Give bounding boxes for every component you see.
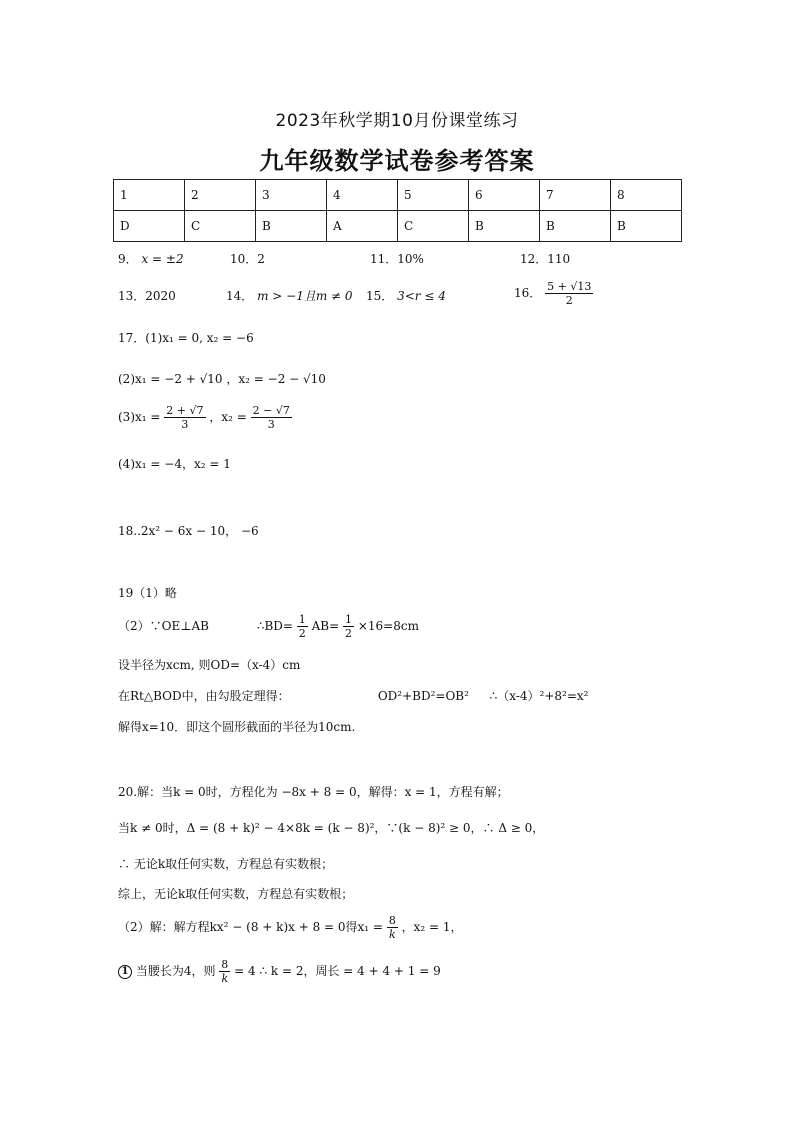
q20-line3: ∴ 无论k取任何实数，方程总有实数根； — [118, 857, 334, 871]
q17-part2 — [118, 371, 326, 387]
q19-result: ×16=8cm — [357, 619, 419, 633]
q19-line4 — [118, 688, 588, 704]
answer-label: 15． — [366, 289, 394, 303]
answer-10: 10．2 — [230, 252, 265, 266]
fraction — [297, 613, 308, 640]
q19-given: （2）∵OE⊥AB — [118, 619, 210, 633]
q19-equation: ∴（x-4）²+8²=x² — [489, 689, 589, 703]
q17-part2-root1: (2)x₁ = −2 + √10 — [118, 372, 223, 386]
table-cell: 3 — [256, 180, 327, 211]
q20-line2: 当k ≠ 0时，Δ = (8 + k)² − 4×8k = (k − 8)²，∵(k − 8)² ≥ 0，∴ Δ ≥ 0， — [118, 821, 545, 835]
q20-line5 — [118, 914, 463, 941]
answer-15 — [366, 288, 446, 304]
table-cell: C — [398, 211, 469, 242]
numerator: 1 — [345, 613, 352, 626]
denominator: 2 — [298, 627, 306, 640]
table-cell: 2 — [185, 180, 256, 211]
table-row-numbers — [114, 180, 682, 211]
answer-label: 14． — [226, 289, 254, 303]
q20-case1-result: = 4 ∴ k = 2，周长 = 4 + 4 + 1 = 9 — [234, 964, 441, 978]
q19-pythagoras-eq: OD²+BD²=OB² — [377, 689, 469, 703]
q19-therefore: ∴BD= — [256, 619, 293, 633]
answer-11: 11．10% — [370, 252, 424, 266]
fraction — [343, 613, 354, 640]
table-cell: 6 — [469, 180, 540, 211]
answer-12: 12．110 — [520, 252, 571, 266]
numerator: 5 + √13 — [547, 280, 592, 293]
numerator: 1 — [298, 613, 306, 626]
fraction — [545, 280, 593, 307]
table-cell: 1 — [114, 180, 185, 211]
denominator: k — [388, 928, 396, 941]
denominator: 3 — [267, 418, 275, 431]
page-title: 九年级数学试卷参考答案 — [259, 147, 535, 175]
q17-part3-label: (3)x₁ = — [118, 410, 161, 424]
table-cell: C — [185, 211, 256, 242]
q19-part1: 19（1）略 — [118, 586, 177, 600]
q20-case1: 当腰长为4，则 — [135, 964, 216, 978]
table-cell: 5 — [398, 180, 469, 211]
q17-part3-mid: ，x₂ = — [209, 410, 247, 424]
numerator: 8 — [388, 914, 396, 927]
table-cell: B — [540, 211, 611, 242]
q17-part2-root2: ，x₂ = −2 − √10 — [226, 372, 326, 386]
answer-16 — [514, 280, 593, 307]
fraction — [219, 958, 230, 985]
q17-part1: 17．(1)x₁ = 0, x₂ = −6 — [118, 331, 254, 345]
answer-value: x = ±2 — [141, 252, 184, 266]
table-cell: B — [611, 211, 682, 242]
q17-part3 — [118, 404, 292, 431]
table-cell: B — [469, 211, 540, 242]
table-cell: B — [256, 211, 327, 242]
answer-table — [113, 179, 682, 242]
answer-label: 16． — [514, 286, 542, 300]
q18-answer: 18..2x² − 6x − 10， −6 — [118, 524, 259, 538]
numerator: 2 − √7 — [252, 404, 290, 417]
answer-14 — [226, 288, 353, 304]
q19-line5: 解得x=10．即这个圆形截面的半径为10cm. — [118, 720, 356, 734]
answer-label: 9． — [118, 252, 138, 266]
numerator: 2 + √7 — [166, 404, 204, 417]
table-cell: 7 — [540, 180, 611, 211]
q20-line4: 综上，无论k取任何实数，方程总有实数根； — [118, 887, 354, 901]
q19-pythagoras-intro: 在Rt△BOD中，由勾股定理得： — [118, 689, 290, 703]
denominator: k — [221, 972, 229, 985]
q19-line3: 设半径为xcm, 则OD=（x-4）cm — [118, 658, 301, 672]
q20-root2: ，x₂ = 1， — [401, 920, 463, 934]
answer-value: m > −1且m ≠ 0 — [257, 289, 353, 303]
q20-line1: 20.解：当k = 0时，方程化为 −8x + 8 = 0，解得：x = 1，方程有解； — [118, 785, 509, 799]
table-cell: A — [327, 211, 398, 242]
circled-number: 1 — [118, 965, 132, 979]
exam-subtitle: 2023年秋学期10月份课堂练习 — [275, 111, 519, 131]
fraction — [387, 914, 398, 941]
answer-13: 13．2020 — [118, 289, 176, 303]
table-cell: D — [114, 211, 185, 242]
table-row-answers — [114, 211, 682, 242]
table-cell: 4 — [327, 180, 398, 211]
q19-part2 — [118, 613, 419, 640]
denominator: 3 — [181, 418, 189, 431]
numerator: 8 — [221, 958, 229, 971]
q20-solve: （2）解：解方程kx² − (8 + k)x + 8 = 0得x₁ = — [118, 920, 383, 934]
fraction — [251, 404, 292, 431]
q19-ab: AB= — [311, 619, 340, 633]
q20-line6 — [118, 958, 441, 985]
table-cell: 8 — [611, 180, 682, 211]
denominator: 2 — [345, 627, 352, 640]
answer-9 — [118, 251, 184, 267]
q17-part4: (4)x₁ = −4，x₂ = 1 — [118, 457, 231, 471]
denominator: 2 — [565, 294, 573, 307]
answer-value: 3<r ≤ 4 — [397, 289, 446, 303]
fraction — [164, 404, 205, 431]
